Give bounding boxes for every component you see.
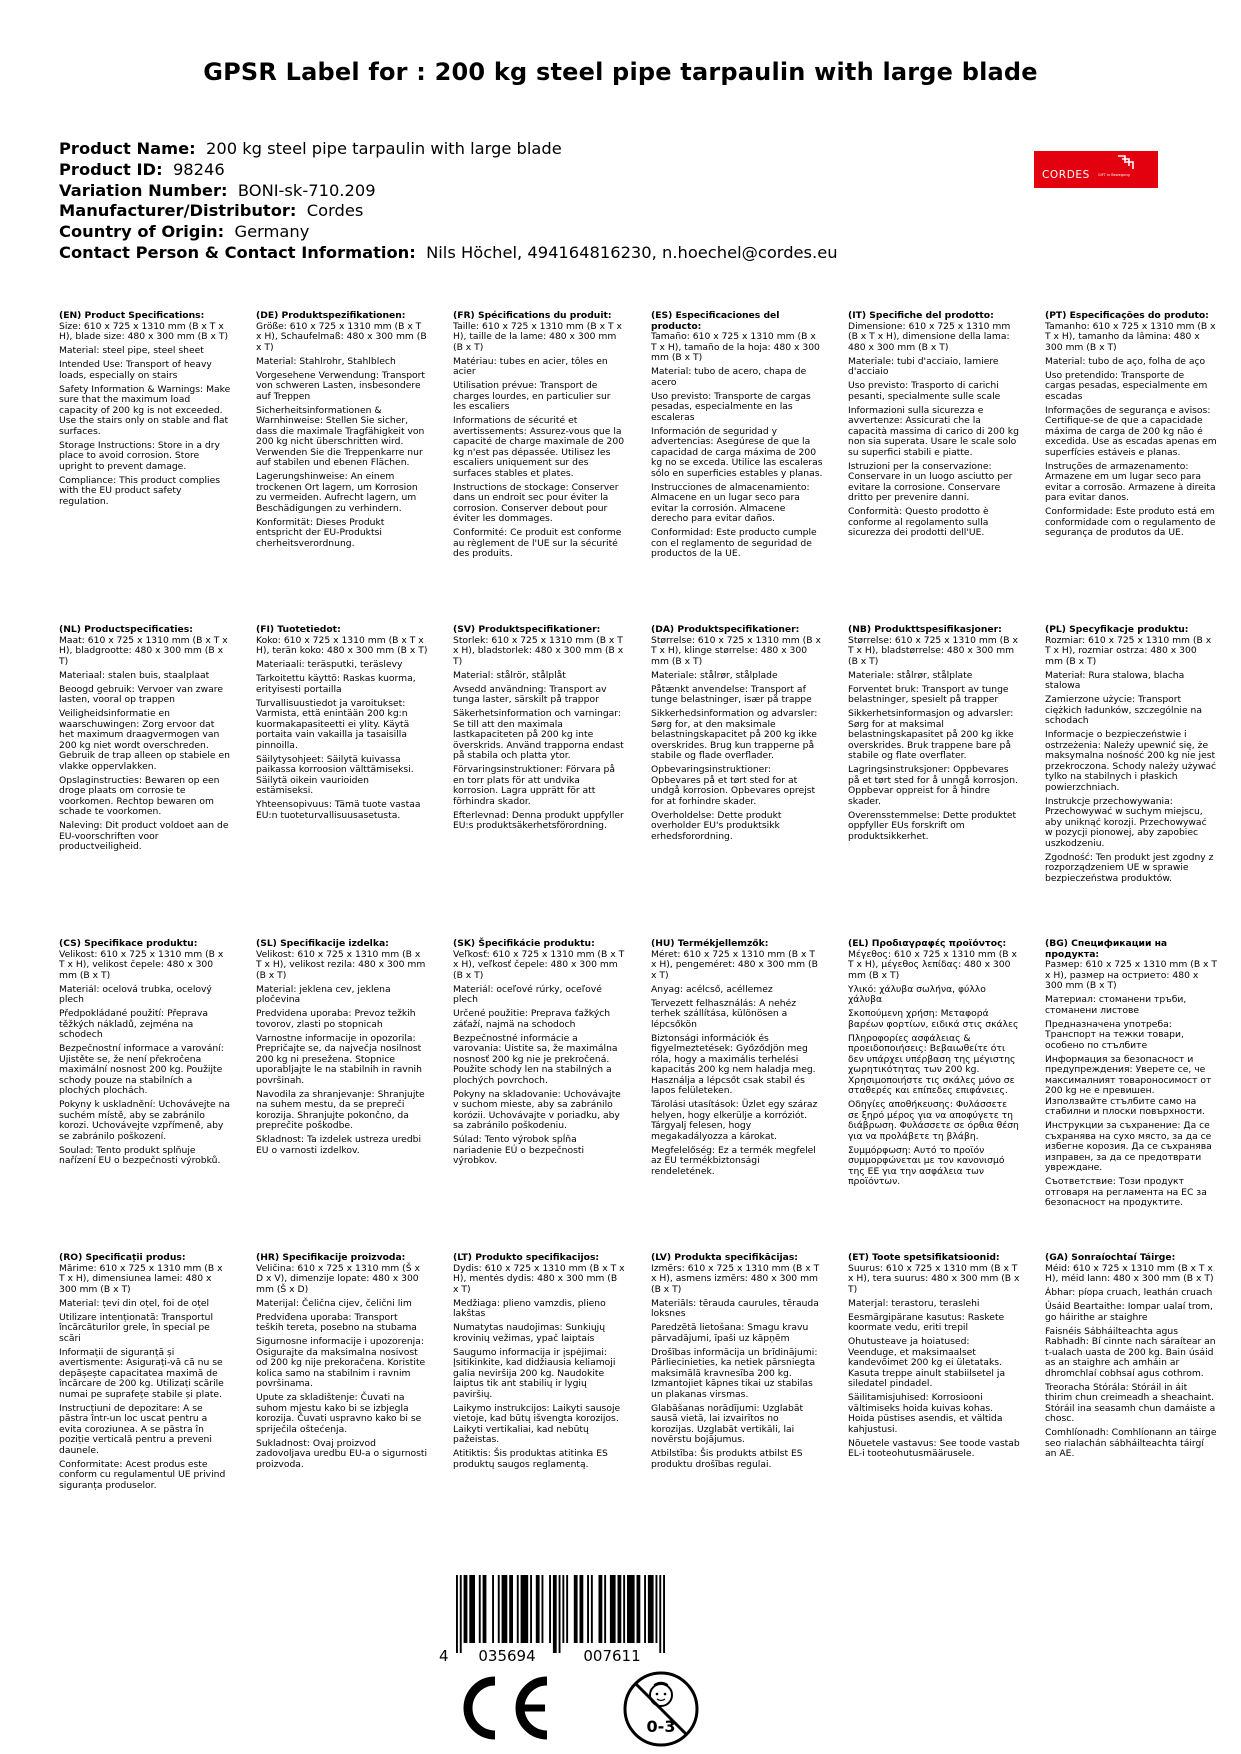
spec-heading: (FI) Tuotetiedot: (256, 624, 341, 635)
barcode-bar (604, 1575, 606, 1643)
spec-paragraph: Úsáid Beartaithe: Iompar ualaí trom, go háirithe ar staighre (1045, 1301, 1213, 1323)
spec-paragraph: Utilisation prévue: Transport de charges lourdes, en particulier sur les escaliers (453, 380, 611, 412)
spec-paragraph: Matériau: tubes en acier, tôles en acier (453, 355, 608, 377)
spec-paragraph: Säkerhetsinformation och varningar: Se till att den maximala lastkapaciteten på 200 kg inte överskrids. Använd trapporna endast på stabila och platta ytor. (453, 708, 624, 761)
spec-paragraph: Vorgesehene Verwendung: Transport von schweren Lasten, insbesondere auf Treppen (256, 369, 426, 402)
spec-section (453, 1253, 625, 1474)
spec-paragraph: Storage Instructions: Store in a dry place to avoid corrosion. Store upright to prevent damage. (59, 439, 220, 472)
spec-paragraph: Yhteensopivuus: Tämä tuote vastaa EU:n tuoteturvallisuusasetusta. (256, 799, 421, 821)
spec-paragraph: Materiaal: stalen buis, staalplaat (59, 669, 210, 681)
barcode-bar (644, 1575, 646, 1643)
cordes-logo (1034, 151, 1158, 188)
spec-paragraph: Säilytysohjeet: Säilytä kuivassa paikassa korroosion välttämiseksi. Säilytä oikein vaurioiden estämiseksi. (256, 753, 414, 796)
spec-paragraph: Treoracha Stórála: Stóráil in áit thirim chun creimeadh a sheachaint. Stóráil ina seasamh chun damáiste a chosc. (1045, 1381, 1216, 1424)
spec-paragraph: Atbilstība: Šis produkts atbilst ES produktu drošības regulai. (651, 1448, 803, 1470)
spec-paragraph: Materiał: Rura stalowa, blacha stalowa (1045, 669, 1185, 691)
spec-section (59, 1253, 231, 1495)
info-row (59, 243, 838, 264)
spec-paragraph: Tárolási utasítások: Üzlet egy száraz helyen, hogy elkerülje a korróziót. Tárgyalj felesen, hogy megakadályozza a károkat. (651, 1099, 818, 1142)
spec-heading: (BG) Спецификации на продукта: (1045, 938, 1168, 960)
spec-paragraph: Инструкции за съхранение: Да се съхранява на сухо място, за да се избегне корозия. Да се съхранява изправен, за да се предотврати увреждане. (1045, 1120, 1212, 1173)
spec-paragraph: Intended Use: Transport of heavy loads, especially on stairs (59, 359, 212, 381)
spec-paragraph: Opbevaringsinstruktioner: Opbevares på et tørt sted for at undgå korrosion. Opbevares oprejst for at forhindre skader. (651, 764, 816, 807)
spec-paragraph: Ábhar: píopa cruach, leathán cruach (1045, 1287, 1213, 1298)
spec-paragraph: Megfelelőség: Ez a termék megfelel az EU termékbiztonsági rendeletének. (651, 1144, 816, 1177)
spec-paragraph: Méid: 610 x 725 x 1310 mm (B x T x H), méid lann: 480 x 300 mm (B x T) (1045, 1262, 1214, 1284)
spec-paragraph: Informații de siguranță și avertismente: Asigurați-vă că nu se depășește capacitatea maximă de încărcare de 200 kg. Utilizați scările numai pe suprafețe stabile și plate. (59, 1346, 224, 1400)
spec-paragraph: Taille: 610 x 725 x 1310 mm (B x T x H), taille de la lame: 480 x 300 mm (B x T) (453, 320, 622, 353)
spec-paragraph: Μέγεθος: 610 x 725 x 1310 mm (B x T x H), μέγεθος λεπίδας: 480 x 300 mm (B x T) (848, 948, 1017, 981)
spec-paragraph: Tamanho: 610 x 725 x 1310 mm (B x T x H), tamanho da lâmina: 480 x 300 mm (B x T) (1045, 320, 1216, 353)
spec-paragraph: Size: 610 x 725 x 1310 mm (B x T x H), blade size: 480 x 300 mm (B x T) (59, 320, 229, 342)
spec-paragraph: Conformità: Questo prodotto è conforme al regolamento sulla sicurezza dei prodotti dell'UE. (848, 506, 989, 538)
barcode-bar (469, 1575, 475, 1643)
spec-paragraph: Material: jeklena cev, jeklena pločevina (256, 983, 391, 1005)
barcode-bar (659, 1575, 661, 1653)
spec-heading: (NB) Produkttspesifikasjoner: (848, 624, 1002, 635)
spec-paragraph: Materijal: Čelična cijev, čelični lim (256, 1297, 412, 1309)
info-value: Cordes (296, 201, 364, 221)
info-label: Contact Person & Contact Information: (59, 242, 416, 262)
spec-heading: (HU) Termékjellemzők: (651, 938, 769, 949)
spec-paragraph: Safety Information & Warnings: Make sure that the maximum load capacity of 200 kg is not exceeded. Use the stairs only on stable and flat surfaces. (59, 383, 231, 437)
spec-paragraph: Méret: 610 x 725 x 1310 mm (B x T x H), pengeméret: 480 x 300 mm (B x T) (651, 948, 818, 981)
spec-paragraph: Materiale: stålrør, stålplade (651, 669, 778, 681)
barcode-bar (591, 1575, 593, 1643)
spec-heading: (ES) Especificaciones del producto: (651, 310, 780, 332)
spec-paragraph: Faisnéis Sábháilteachta agus Rabhadh: Bí cinnte nach sáraítear an t-ualach uasta de 200 kg. Bain úsáid as an staighre ach amháin ar dhromchlaí cobhsaí agus cothrom. (1045, 1325, 1216, 1379)
spec-section (453, 625, 625, 835)
barcode-bar (542, 1575, 544, 1643)
barcode-bar (656, 1575, 658, 1643)
barcode-digit-first: 4 (439, 1647, 449, 1665)
spec-paragraph: Conformidad: Este producto cumple con el reglamento de seguridad de productos de la UE. (651, 527, 817, 559)
spec-paragraph: Medžiaga: plieno vamzdis, plieno lakštas (453, 1297, 606, 1319)
barcode-bar (627, 1575, 635, 1643)
spec-paragraph: Sikkerhedsinformation og advarsler: Sørg for, at den maksimale belastningskapacitet på 200 kg ikke overskrides. Brug kun trapperne på stabile og flade overflader. (651, 708, 818, 761)
barcode-bar (553, 1575, 557, 1653)
spec-paragraph: Información de seguridad y advertencias: Asegúrese de que la capacidad de carga máxima de 200 kg no se exceda. Utilice las escaleras sólo en superficies estables y planas. (651, 425, 823, 479)
spec-section (848, 311, 1020, 542)
spec-paragraph: Συμμόρφωση: Αυτό το προϊόν συμμορφώνεται με τον κανονισμό της ΕΕ για την ασφάλεια των προϊόντων. (848, 1144, 1005, 1187)
barcode-bar (610, 1575, 616, 1643)
info-value: Germany (224, 222, 310, 242)
spec-paragraph: Turvallisuustiedot ja varoitukset: Varmista, että enintään 200 kg:n kuormakapasiteetti ei ylity. Käytä portaita vain vakailla ja tasaisilla pinnoilla. (256, 697, 410, 751)
not-suitable-under-3-icon (621, 1669, 701, 1749)
spec-paragraph: Uso previsto: Transporte de cargas pesadas, especialmente en las escaleras (651, 390, 811, 423)
spec-heading: (IT) Specifiche del prodotto: (848, 310, 994, 321)
spec-paragraph: Informations de sécurité et avertissements: Assurez-vous que la capacité de charge maximale de 200 kg n'est pas dépassée. Utilisez les escaliers uniquement sur des surfaces stables et plates. (453, 415, 625, 479)
spec-paragraph: Eesmärgipärane kasutus: Raskete koormate vedu, eriti trepil (848, 1311, 1005, 1333)
spec-paragraph: Påtænkt anvendelse: Transport af tunge belastninger, især på trappe (651, 683, 812, 705)
spec-heading: (EL) Προδιαγραφές προϊόντος: (848, 938, 1007, 949)
barcode-bar (530, 1575, 532, 1643)
barcode-bar (517, 1575, 519, 1643)
spec-section (1045, 311, 1217, 542)
spec-paragraph: Tamaño: 610 x 725 x 1310 mm (B x T x H), tamaño de la hoja: 480 x 300 mm (B x T) (651, 331, 820, 363)
info-value: 98246 (162, 159, 225, 179)
barcode-bar (483, 1575, 487, 1643)
spec-heading: (PL) Specyfikacje produktu: (1045, 624, 1189, 635)
spec-paragraph: Zamierzone użycie: Transport ciężkich ładunków, szczególnie na schodach (1045, 694, 1202, 726)
spec-paragraph: Material: steel pipe, steel sheet (59, 345, 204, 356)
info-row (59, 160, 838, 181)
spec-paragraph: Informazioni sulla sicurezza e avvertenze: Assicurati che la capacità massima di carico di 200 kg non sia superata. Usare le scale solo su superfici stabili e piatte. (848, 404, 1019, 458)
spec-heading: (EN) Product Specifications: (59, 310, 205, 321)
spec-paragraph: Υλικό: χάλυβα σωλήνα, φύλλο χάλυβα (848, 983, 986, 1005)
barcode-bar (509, 1575, 513, 1643)
spec-paragraph: Tarkoitettu käyttö: Raskas kuorma, erityisesti portailla (256, 673, 416, 695)
spec-paragraph: Material: stålrör, stålplåt (453, 669, 566, 681)
spec-section (453, 311, 625, 563)
spec-heading: (DA) Produktspecifikationer: (651, 624, 800, 635)
spec-paragraph: Varnostne informacije in opozorila: Prepričajte se, da največja nosilnost 200 kg ni presežena. Stopnice uporabljajte le na stabilnih in ravnih površinah. (256, 1032, 422, 1086)
spec-paragraph: Lagringsinstruksjoner: Oppbevares på et tørt sted for å unngå korrosjon. Oppbevar oppreist for å hindre skader. (848, 764, 1018, 807)
info-value: Nils Höchel, 494164816230, n.hoechel@cordes.eu (415, 242, 838, 262)
barcode-bar (498, 1575, 500, 1643)
barcode-bar (648, 1575, 654, 1643)
spec-paragraph: Efterlevnad: Denna produkt uppfyller EU:s produktsäkerhetsförordning. (453, 809, 624, 831)
spec-heading: (SV) Produktspecifikationer: (453, 624, 601, 635)
spec-paragraph: Velikost: 610 x 725 x 1310 mm (B x T x H), velikost rezila: 480 x 300 mm (B x T) (256, 948, 426, 981)
age-text: 0-3 (646, 1717, 676, 1736)
barcode-bar (599, 1575, 603, 1643)
spec-paragraph: Opslaginstructies: Bewaren op een droge plaats om corrosie te voorkomen. Rechtop bewaren om schade te voorkomen. (59, 774, 220, 817)
info-row (59, 201, 838, 222)
barcode-bar (521, 1575, 529, 1643)
spec-paragraph: Instrucțiuni de depozitare: A se păstra într-un loc uscat pentru a evita coroziunea. A se păstra în poziție verticală pentru a preveni daunele. (59, 1402, 212, 1456)
spec-paragraph: Förvaringsinstruktioner: Förvara på en torr plats för att undvika korrosion. Lagra upprätt för att förhindra skador. (453, 764, 615, 807)
spec-heading: (SL) Specifikacije izdelka: (256, 938, 389, 949)
spec-paragraph: Soulad: Tento produkt splňuje nařízení EU o bezpečnosti výrobků. (59, 1144, 221, 1166)
spec-paragraph: Material: Stahlrohr, Stahlblech (256, 355, 396, 367)
barcode-bar (566, 1575, 568, 1643)
spec-paragraph: Upute za skladištenje: Čuvati na suhom mjestu kako bi se izbjegla korozija. Čuvati uspravno kako bi se spriječila oštećenja. (256, 1392, 422, 1435)
spec-paragraph: Konformität: Dieses Produkt entspricht der EU-Produktsi cherheitsverordnung. (256, 516, 385, 549)
spec-paragraph: Säilitamisjuhised: Korrosiooni vältimiseks hoida kuivas kohas. Hoida püstises asendis, et vältida kahjustusi. (848, 1392, 1003, 1435)
spec-paragraph: Conformitate: Acest produs este conform cu regulamentul UE privind siguranța produselor. (59, 1458, 226, 1491)
spec-paragraph: Предназначена употреба: Транспорт на тежки товари, особено по стълбите (1045, 1018, 1184, 1051)
spec-paragraph: Anyag: acélcső, acéllemez (651, 983, 773, 995)
barcode-bar (559, 1575, 561, 1653)
spec-paragraph: Laikymo instrukcijos: Laikyti sausoje vietoje, kad būtų išvengta korozijos. Laikyti vertikaliai, kad nebūtų pažeistas. (453, 1402, 621, 1445)
spec-paragraph: Πληροφορίες ασφάλειας & προειδοποιήσεις: Βεβαιωθείτε ότι δεν υπάρχει υπέρβαση της μέγιστης χωρητικότητας των 200 kg. Χρησιμοποιήστε τις σκάλες μόνο σε σταθερές και επίπεδες επιφάνειες. (848, 1032, 1016, 1096)
spec-paragraph: Pokyny na skladovanie: Uchovávajte v suchom mieste, aby sa zabránilo korózii. Uchovávajte v poriadku, aby sa zabránilo poškodeniu. (453, 1088, 621, 1131)
spec-paragraph: Suurus: 610 x 725 x 1310 mm (B x T x H), tera suurus: 480 x 300 mm (B x T) (848, 1262, 1020, 1295)
barcode-bar (637, 1575, 641, 1643)
spec-paragraph: Instrukcje przechowywania: Przechowywać w suchym miejscu, aby uniknąć korozji. Przechowywać w pozycji pionowej, aby zapobiec uszkodzeniu. (1045, 795, 1207, 849)
spec-heading: (HR) Specifikacije proizvoda: (256, 1252, 406, 1263)
barcode-digits-right: 007611 (583, 1647, 641, 1665)
spec-paragraph: Biztonsági információk és figyelmeztetések: Győződjön meg róla, hogy a maximális terhelési kapacitás 200 kg nem haladja meg. Használja a lépcsőt csak stabil és lapos felületeken. (651, 1032, 816, 1096)
barcode-digits-left: 035694 (478, 1647, 536, 1665)
spec-paragraph: Compliance: This product complies with the EU product safety regulation. (59, 474, 221, 507)
spec-paragraph: Conformité: Ce produit est conforme au règlement de l'UE sur la sécurité des produits. (453, 527, 622, 559)
barcode-bar (580, 1575, 584, 1643)
spec-paragraph: Materiál: oceľové rúrky, oceľové plech (453, 983, 602, 1005)
spec-paragraph: Størrelse: 610 x 725 x 1310 mm (B x T x H), bladstørrelse: 480 x 300 mm (B x T) (848, 634, 1018, 667)
spec-paragraph: Předpokládané použití: Přeprava těžkých nákladů, zejména na schodech (59, 1008, 208, 1040)
spec-paragraph: Comhlíonadh: Comhlíonann an táirge seo rialachán sábháilteachta táirgí an AE. (1045, 1427, 1217, 1459)
spec-section (1045, 939, 1217, 1212)
barcode-bar (460, 1575, 462, 1653)
spec-paragraph: Materiaali: teräsputki, teräslevy (256, 659, 403, 670)
info-label: Product Name: (59, 139, 196, 158)
spec-paragraph: Material: tubo de acero, chapa de acero (651, 366, 807, 388)
spec-paragraph: Overensstemmelse: Dette produktet oppfyller EUs forskrift om produktsikkerhet. (848, 809, 1017, 842)
spec-paragraph: Instruções de armazenamento: Armazene em um lugar seco para evitar a corrosão. Armazene à direita para evitar danos. (1045, 460, 1216, 503)
spec-heading: (SK) Špecifikácie produktu: (453, 938, 595, 949)
spec-heading: (PT) Especificações do produto: (1045, 310, 1209, 321)
info-row (59, 139, 838, 160)
spec-heading: (CS) Specifikace produktu: (59, 938, 198, 949)
spec-section (651, 939, 823, 1181)
spec-paragraph: Ohutusteave ja hoiatused: Veenduge, et maksimaalset kandevõimet 200 kg ei ületataks. Kasuta treppe ainult stabiilsetel ja siledatel pindadel. (848, 1336, 1006, 1389)
barcode (436, 1575, 736, 1665)
spec-heading: (NL) Productspecificaties: (59, 624, 193, 635)
info-label: Country of Origin: (59, 222, 225, 242)
spec-paragraph: Glabāšanas norādījumi: Uzglabāt sausā vietā, lai izvairītos no korozijas. Uzglabāt vertikāli, lai novērstu bojājumus. (651, 1402, 804, 1445)
spec-paragraph: Bezpečnostné informácie a varovania: Uistite sa, že maximálna nosnosť 200 kg nie je prekročená. Použite schody len na stabilných a plochých povrchoch. (453, 1032, 618, 1086)
barcode-bar (479, 1575, 481, 1643)
spec-paragraph: Zgodność: Ten produkt jest zgodny z rozporządzeniem UE w sprawie bezpieczeństwa produktów. (1045, 851, 1214, 884)
spec-paragraph: Istruzioni per la conservazione: Conservare in un luogo asciutto per evitare la corrosione. Conservare dritto per prevenire danni. (848, 460, 1013, 503)
spec-section (453, 939, 625, 1170)
barcode-bar (502, 1575, 508, 1643)
spec-paragraph: Saugumo informacija ir įspėjimai: Įsitikinkite, kad didžiausia keliamoji galia neviršija 200 kg. Naudokite laiptus tik ant stabilių ir lygių paviršių. (453, 1346, 616, 1400)
spec-paragraph: Dydis: 610 x 725 x 1310 mm (B x T x H), mentės dydis: 480 x 300 mm (B x T) (453, 1262, 625, 1295)
page-title: GPSR Label for : 200 kg steel pipe tarpaulin with large blade (203, 58, 1038, 86)
spec-paragraph: Paredzētā lietošana: Smagu kravu pārvadājumi, īpaši uz kāpņēm (651, 1322, 809, 1344)
spec-section (59, 939, 231, 1170)
cordes-arrows-logo-icon (1115, 154, 1137, 171)
spec-paragraph: Material: țevi din oțel, foi de oțel (59, 1297, 210, 1309)
spec-paragraph: Οδηγίες αποθήκευσης: Φυλάσσετε σε ξηρό μέρος για να αποφύγετε τη διάβρωση. Φυλάσσετε σε όρθια θέση για να προλάβετε τη βλάβη. (848, 1099, 1019, 1142)
spec-paragraph: Uso pretendido: Transporte de cargas pesadas, especialmente em escadas (1045, 369, 1208, 402)
spec-section (256, 311, 428, 553)
spec-paragraph: Mărime: 610 x 725 x 1310 mm (B x T x H), dimensiunea lamei: 480 x 300 mm (B x T) (59, 1262, 223, 1295)
spec-paragraph: Größe: 610 x 725 x 1310 mm (B x T x H), Schaufelmaß: 480 x 300 mm (B x T) (256, 320, 427, 353)
spec-paragraph: Sukladnost: Ovaj proizvod zadovoljava uredbu EU-a o sigurnosti proizvoda. (256, 1437, 428, 1470)
barcode-bar (562, 1575, 564, 1643)
spec-heading: (FR) Spécifications du produit: (453, 310, 612, 321)
spec-paragraph: Conformidade: Este produto está em conformidade com o regulamento de segurança de produtos da UE. (1045, 506, 1216, 538)
spec-paragraph: Informações de segurança e avisos: Certifique-se de que a capacidade máxima de carga de 200 kg não é excedida. Use as escadas apenas em superfícies estáveis e planas. (1045, 404, 1217, 458)
spec-heading: (ET) Toote spetsifikatsioonid: (848, 1252, 1000, 1263)
spec-paragraph: Bezpečnostní informace a varování: Ujistěte se, že není překročena maximální nosnost 200 kg. Použijte schody pouze na stabilních a plochých plochách. (59, 1043, 224, 1096)
spec-paragraph: Material: tubo de aço, folha de aço (1045, 355, 1206, 367)
spec-paragraph: Numatytas naudojimas: Sunkiųjų krovinių vežimas, ypač laiptais (453, 1322, 606, 1344)
spec-section (59, 311, 231, 511)
spec-paragraph: Avsedd användning: Transport av tunga laster, särskilt på trappor (453, 683, 607, 705)
spec-paragraph: Atitiktis: Šis produktas atitinka ES produktų saugos reglamentą. (453, 1448, 608, 1470)
spec-paragraph: Sikkerhetsinformasjon og advarsler: Sørg for at maksimal belastningskapasitet på 200 kg ikke overskrides. Bruk trappene bare på stabile og flate overflater. (848, 708, 1014, 761)
spec-section (256, 625, 428, 825)
spec-paragraph: Súlad: Tento výrobok spĺňa nariadenie EÚ o bezpečnosti výrobkov. (453, 1134, 585, 1166)
spec-paragraph: Σκοπούμενη χρήση: Μεταφορά βαρέων φορτίων, ειδικά στις σκάλες (848, 1008, 1019, 1030)
spec-paragraph: Velikost: 610 x 725 x 1310 mm (B x T x H), velikost čepele: 480 x 300 mm (B x T) (59, 948, 224, 981)
spec-paragraph: Storlek: 610 x 725 x 1310 mm (B x T x H), bladstorlek: 480 x 300 mm (B x T) (453, 634, 624, 667)
spec-paragraph: Sigurnosne informacije i upozorenja: Osigurajte da maksimalna nosivost od 200 kg nije prekoračena. Koristite kolica samo na stabilnim i ravnim površinama. (256, 1336, 426, 1389)
spec-section (651, 625, 823, 846)
barcode-bar (536, 1575, 540, 1643)
spec-paragraph: Materjal: terastoru, teraslehi (848, 1297, 980, 1309)
barcode-bar (549, 1575, 551, 1643)
barcode-bar (492, 1575, 494, 1643)
logo-text: CORDES (1042, 169, 1090, 181)
spec-section (256, 939, 428, 1160)
info-value: 200 kg steel pipe tarpaulin with large blade (195, 139, 562, 158)
spec-paragraph: Beoogd gebruik: Vervoer van zware lasten, vooral op trappen (59, 683, 224, 705)
spec-paragraph: Veľkosť: 610 x 725 x 1310 mm (B x T x H), veľkosť čepele: 480 x 300 mm (B x T) (453, 948, 625, 981)
spec-paragraph: Информация за безопасност и предупреждения: Уверете се, че максималният товароносимост от 200 kg не е превишен. Използвайте стълбите само на стабилни и плоски повърхности. (1045, 1053, 1212, 1117)
spec-paragraph: Určené použitie: Preprava ťažkých záťaží, najmä na schodoch (453, 1008, 611, 1030)
barcode-bar (574, 1575, 578, 1643)
spec-paragraph: Lagerungshinweise: An einem trockenen Ort lagern, um Korrosion zu vermeiden. Aufrecht lagern, um Beschädigungen zu verhindern. (256, 471, 418, 514)
ce-mark-icon (451, 1673, 555, 1743)
barcode-bar (587, 1575, 589, 1643)
spec-paragraph: Sicherheitsinformationen & Warnhinweise: Stellen Sie sicher, dass die maximale Tragfähigkeit von 200 kg nicht überschritten wird. Verwenden Sie die Treppenkarre nur auf stabilen und ebenen Flächen. (256, 404, 425, 468)
spec-paragraph: Размер: 610 x 725 x 1310 mm (B x T x H), размер на острието: 480 x 300 mm (B x T) (1045, 959, 1218, 991)
spec-paragraph: Materiale: stålrør, stålplate (848, 669, 973, 681)
spec-paragraph: Naleving: Dit product voldoet aan de EU-voorschriften voor productveiligheid. (59, 820, 229, 852)
spec-heading: (GA) Sonraíochtaí Táirge: (1045, 1252, 1176, 1263)
spec-paragraph: Instrucciones de almacenamiento: Almacene en un lugar seco para evitar la corrosión. Almacene derecho para evitar daños. (651, 481, 810, 524)
spec-paragraph: Съответствие: Този продукт отговаря на регламента на ЕС за безопасност на продуктите. (1045, 1176, 1207, 1208)
spec-heading: (LV) Produkta specifikācijas: (651, 1252, 798, 1263)
spec-paragraph: Dimensione: 610 x 725 x 1310 mm (B x T x H), dimensione della lama: 480 x 300 mm (B x T) (848, 320, 1011, 353)
info-label: Manufacturer/Distributor: (59, 201, 297, 221)
barcode-bar (623, 1575, 625, 1643)
spec-section (59, 625, 231, 856)
spec-paragraph: Veličina: 610 x 725 x 1310 mm (Š x D x V), dimenzije lopate: 480 x 300 mm (Š x D) (256, 1262, 420, 1295)
spec-paragraph: Predvidena uporaba: Prevoz težkih tovorov, zlasti po stopnicah (256, 1008, 416, 1030)
spec-paragraph: Størrelse: 610 x 725 x 1310 mm (B x T x H), klinge størrelse: 480 x 300 mm (B x T) (651, 634, 821, 667)
spec-section (848, 625, 1020, 846)
info-label: Product ID: (59, 159, 163, 179)
spec-paragraph: Materiale: tubi d'acciaio, lamiere d'acciaio (848, 355, 999, 377)
spec-paragraph: Skladnost: Ta izdelek ustreza uredbi EU o varnosti izdelkov. (256, 1134, 422, 1156)
spec-heading: (LT) Produkto specifikacijos: (453, 1252, 600, 1263)
spec-paragraph: Drošības informācija un brīdinājumi: Pārliecinieties, ka netiek pārsniegta maksimālā kravnesība 200 kg. Izmantojiet kāpnes tikai uz stabilas un plakanas virsmas. (651, 1346, 818, 1400)
spec-section (651, 1253, 823, 1474)
spec-paragraph: Forventet bruk: Transport av tunge belastninger, spesielt på trapper (848, 683, 1009, 705)
spec-heading: (RO) Specificații produs: (59, 1252, 186, 1263)
info-row (59, 222, 838, 243)
logo-tagline: GIFT in Bewegung (1098, 173, 1130, 177)
spec-section (1045, 1253, 1217, 1463)
spec-paragraph: Predviđena uporaba: Transport teških tereta, posebno na stubama (256, 1311, 417, 1333)
info-value: BONI-sk-710.209 (227, 180, 376, 200)
spec-paragraph: Tervezett felhasználás: A nehéz terhek szállítása, különösen a lépcsőkön (651, 997, 797, 1030)
spec-section (848, 939, 1020, 1191)
spec-paragraph: Rozmiar: 610 x 725 x 1310 mm (B x T x H), rozmiar ostrza: 480 x 300 mm (B x T) (1045, 634, 1212, 667)
spec-paragraph: Материал: стоманени тръби, стоманени листове (1045, 994, 1187, 1016)
spec-section (1045, 625, 1217, 888)
spec-section (651, 311, 823, 563)
spec-paragraph: Pokyny k uskladnění: Uchovávejte na suchém místě, aby se zabránilo korozi. Uchovávejte vzpřímeně, aby se zabránilo poškození. (59, 1099, 231, 1142)
barcode-bar (464, 1575, 468, 1643)
spec-paragraph: Uso previsto: Trasporto di carichi pesanti, specialmente sulle scale (848, 380, 1001, 402)
spec-paragraph: Utilizare intenționată: Transportul încărcăturilor grele, în special pe scări (59, 1311, 214, 1344)
spec-paragraph: Maat: 610 x 725 x 1310 mm (B x T x H), bladgrootte: 480 x 300 mm (B x T) (59, 634, 228, 667)
barcode-bar (618, 1575, 622, 1643)
spec-paragraph: Izmērs: 610 x 725 x 1310 mm (B x T x H), asmens izmērs: 480 x 300 mm (B x T) (651, 1262, 820, 1295)
spec-paragraph: Navodila za shranjevanje: Shranjujte na suhem mestu, da se prepreči korozija. Shranjujte pokončno, da preprečite poškodbe. (256, 1088, 425, 1131)
spec-paragraph: Koko: 610 x 725 x 1310 mm (B x T x H), terän koko: 480 x 300 mm (B x T) (256, 634, 428, 656)
info-label: Variation Number: (59, 180, 228, 200)
barcode-bar (663, 1575, 665, 1653)
spec-section (848, 1253, 1020, 1463)
info-row (59, 181, 838, 202)
spec-paragraph: Overholdelse: Dette produkt overholder EU's produktsikk erhedsforordning. (651, 809, 782, 842)
spec-paragraph: Veiligheidsinformatie en waarschuwingen: Zorg ervoor dat het maximum draagvermogen van 200 kg niet wordt overschreden. Gebruik de trap alleen op stabiele en vlakke oppervlakken. (59, 708, 230, 772)
product-info (59, 139, 838, 264)
spec-paragraph: Nõuetele vastavus: See toode vastab EL-i tooteohutusmäärusele. (848, 1437, 1020, 1459)
spec-paragraph: Materiāls: tērauda caurules, tērauda loksnes (651, 1297, 819, 1319)
spec-section (256, 1253, 428, 1474)
spec-heading: (DE) Produktspezifikationen: (256, 310, 406, 321)
spec-paragraph: Materiál: ocelová trubka, ocelový plech (59, 983, 212, 1005)
barcode-bar (456, 1575, 458, 1653)
spec-paragraph: Instructions de stockage: Conserver dans un endroit sec pour éviter la corrosion. Conserver debout pour éviter les dommages. (453, 481, 619, 524)
spec-paragraph: Informacje o bezpieczeństwie i ostrzeżenia: Należy upewnić się, że maksymalna nośność 200 kg nie jest przekroczona. Schody należy używać tylko na stabilnych i płaskich powierzchniach. (1045, 729, 1217, 793)
